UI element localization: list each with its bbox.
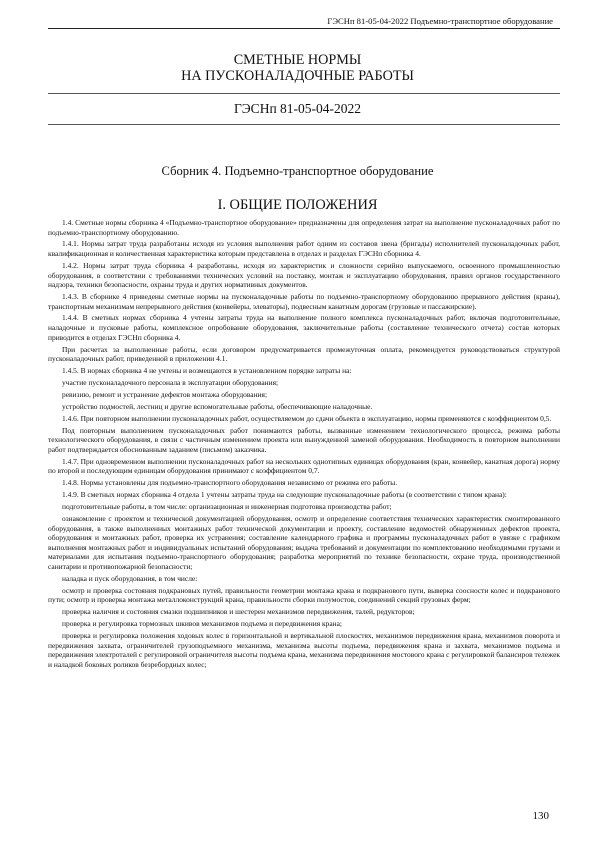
paragraph: 1.4.9. В сметных нормах сборника 4 отдела 1 учтены затраты труда на следующие пусконаладочные работы (в соответствии с типом крана):: [62, 490, 507, 500]
paragraph: 1.4.2. Нормы затрат труда сборника 4 разработаны, исходя из характеристик и сложности серийно выпускаемого, освоенного промышленностью оборудования, в соответствии с требованиями технических условий на поставку, монтаж и эксплуатацию оборудования, правил органов государственного надзора, техники безопасности, охраны труда и других нормативных документов.: [48, 260, 560, 290]
title-line-1: СМЕТНЫЕ НОРМЫ: [233, 52, 362, 68]
paragraph: наладка и пуск оборудования, в том числе:: [62, 573, 198, 583]
page-number: 130: [532, 810, 549, 822]
paragraph: 1.4.6. При повторном выполнении пусконаладочных работ, осуществляемом до сдачи объекта в эксплуатацию, нормы применяются с коэффициентом 0,5.: [62, 413, 552, 423]
collection-heading: Сборник 4. Подъемно-транспортное оборудование: [161, 164, 434, 178]
paragraph: 1.4.8. Нормы установлены для подъемно-транспортного оборудования независимо от режима его работы.: [62, 478, 398, 488]
document-code: ГЭСНп 81-05-04-2022: [233, 101, 362, 116]
title-line-2: НА ПУСКОНАЛАДОЧНЫЕ РАБОТЫ: [181, 68, 414, 84]
paragraph: ревизию, ремонт и устранение дефектов монтажа оборудования;: [62, 389, 268, 399]
paragraph: При расчетах за выполненные работы, если договором предусматривается промежуточная оплата, рекомендуется руководствоваться структурой пусконаладочных работ, приведенной в приложении 4.1.: [48, 344, 560, 364]
document-title: [0, 52, 595, 84]
paragraph: осмотр и проверка состояния подкрановых путей, правильности геометрии монтажа крана и подкранового пути, выверка соосности колес и подкранового пути; осмотр и проверка монтажа металлоконструкций крана, правильности сборки полумостов, соединений секций грузовых ферм;: [48, 585, 560, 605]
paragraph: ознакомление с проектом и технической документацией оборудования, осмотр и определение соответствия технических характеристик смонтированного оборудования, в также выполненных монтажных работ технической документации и проекту, составление ведомостей обнаруженных дефектов проекта, оборудования и монтажных работ, проверка их устранения; составление календарного графика и программы пусконаладочных работ в увязке с графиком выполнения монтажных работ и индивидуальных испытаний оборудования; выдача требований и документации по комплектованию необходимыми грузами и материалами для испытания подъемно-транспортного оборудования; разработка мероприятий по технике безопасности, охране труда, производственной санитарии и противопожарной безопасности;: [48, 514, 560, 571]
paragraph: 1.4. Сметные нормы сборника 4 «Подъемно-транспортное оборудование» предназначены для определения затрат на выполнение пусконаладочных работ по подъемно-транспортному оборудованию.: [48, 218, 560, 237]
divider-rule: [48, 93, 560, 94]
paragraph: проверка наличия и состояния смазки подшипников и шестерен механизмов передвижения, талей, редукторов;: [62, 607, 415, 617]
paragraph: проверка и регулировка тормозных шкивов механизмов подъема и передвижения крана;: [62, 619, 342, 629]
divider-rule: [48, 124, 560, 125]
paragraph: 1.4.7. При одновременном выполнении пусконаладочных работ на нескольких однотипных единицах оборудования (кран, конвейер, канатная дорога) норму по второй и последующим единицам оборудования принимают с коэффициентом 0,7.: [48, 456, 560, 476]
paragraph: 1.4.1. Нормы затрат труда разработаны исходя из условия выполнения работ одним из составов звена (бригады) исполнителей пусконаладочных работ, квалификационная и количественная характеристика которым представлена в отделах и разделах ГЭСНп сборника 4.: [48, 239, 560, 259]
running-header: ГЭСНп 81-05-04-2022 Подъемно-транспортное оборудование: [327, 16, 553, 26]
paragraph: проверка и регулировка положения ходовых колес в горизонтальной и вертикальной плоскостях, механизмов передвижения крана, механизмов поворота и передвижения захвата, ограничителей грузоподъемного механизма, механизма высоты подъема, передвижения крана и захвата, механизмов подъема и передвижения электроталей с регулировкой ограничителя высоты подъема крана, механизма передвижения мостового крана с регулировкой балансиров тележек и наладкой боковых роликов безребордных колес;: [48, 630, 560, 669]
paragraph: 1.4.5. В нормах сборника 4 не учтены и возмещаются в установленном порядке затраты на:: [62, 366, 352, 375]
header-rule: [48, 28, 560, 29]
paragraph: Под повторным выполнением пусконаладочных работ понимаются работы, вызванные изменением технологического процесса, режима работы технологического оборудования, в связи с частичным изменением проекта или вынужденной заменой оборудования. Необходимость в повторном выполнении работ подтверждается обоснованным заданием (письмом) заказчика.: [48, 425, 560, 454]
section-heading: I. ОБЩИЕ ПОЛОЖЕНИЯ: [217, 197, 378, 213]
paragraph: 1.4.4. В сметных нормах сборника 4 учтены затраты труда на выполнение полного комплекса пусконаладочных работ, включая подготовительные, наладочные и пусковые работы, комплексное опробование оборудования, заключительные работы (составление технического отчета) состав которых приводится в отделах ГЭСНп сборника 4.: [48, 313, 560, 342]
paragraph: подготовительные работы, в том числе: организационная и инженерная подготовка производства работ;: [62, 502, 392, 512]
paragraph: 1.4.3. В сборнике 4 приведены сметные нормы на пусконаладочные работы по подъемно-транспортному оборудованию прерывного действия (краны), транспортным механизмам непрерывного действия (конвейеры, элеваторы), подвесным канатным дорогам (грузовые и пассажирские).: [48, 292, 560, 311]
paragraph: устройство подмостей, лестниц и другие вспомогательные работы, обеспечивающие наладочные.: [62, 401, 373, 411]
paragraph: участие пусконаладочного персонала в эксплуатации оборудования;: [62, 377, 279, 387]
body-text: [48, 218, 560, 672]
